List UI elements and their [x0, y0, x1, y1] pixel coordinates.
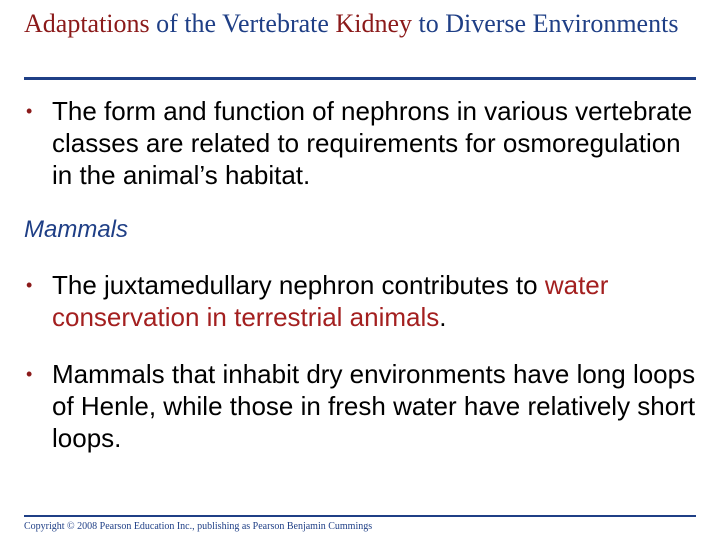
bullet-marker: •: [26, 364, 33, 384]
bullet-juxtamedullary: [24, 269, 704, 333]
bullet-text-segment: The juxtamedullary nephron contributes to: [52, 270, 545, 300]
footer-divider: [24, 515, 696, 517]
bullet-nephron-form: [24, 95, 704, 191]
slide-title: [24, 8, 704, 39]
title-kidney: Kidney: [335, 9, 412, 38]
bullet-text: [52, 269, 704, 333]
highlight-water-conservation: water conservation in terrestrial animals: [52, 270, 609, 332]
title-adaptations: Adaptations: [24, 9, 150, 38]
title-divider: [24, 77, 696, 80]
subheading-mammals: Mammals: [24, 216, 129, 243]
bullet-text: The form and function of nephrons in various vertebrate classes are related to requirements for osmoregulation in the animal’s habitat.: [52, 96, 693, 190]
bullet-text: Mammals that inhabit dry environments have long loops of Henle, while those in fresh water have relatively short loops.: [52, 359, 696, 453]
title-segment: of the Vertebrate: [149, 9, 336, 38]
bullet-marker: •: [26, 101, 33, 121]
title-segment-end: to Diverse Environments: [411, 9, 679, 38]
copyright-footer: Copyright © 2008 Pearson Education Inc., publishing as Pearson Benjamin Cummings: [24, 521, 373, 532]
bullet-loops-of-henle: [24, 358, 704, 454]
bullet-text-period: .: [439, 302, 447, 332]
bullet-marker: •: [26, 275, 33, 295]
